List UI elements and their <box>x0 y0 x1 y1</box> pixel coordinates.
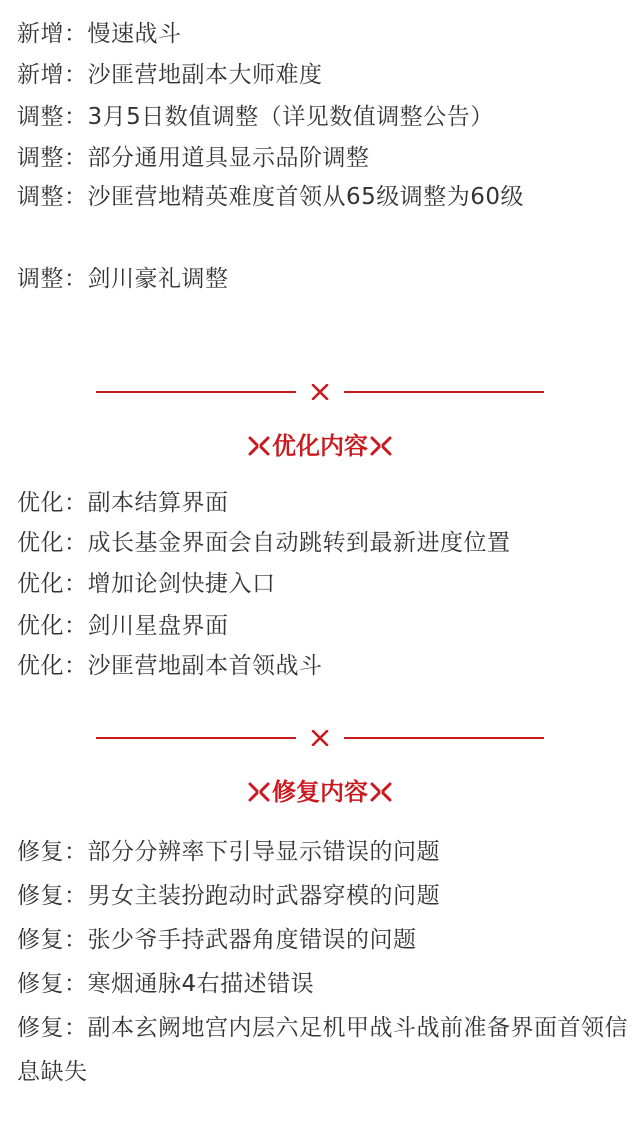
section-divider <box>0 382 640 402</box>
list-item: 新增：沙匪营地副本大师难度 <box>17 62 323 88</box>
section-title-optimize <box>0 431 640 461</box>
list-item: 优化：剑川星盘界面 <box>17 613 229 639</box>
red-cross-ornament-icon <box>370 782 392 802</box>
red-cross-ornament-icon <box>311 384 329 400</box>
list-item: 优化：增加论剑快捷入口 <box>17 571 276 597</box>
list-item: 修复：男女主装扮跑动时武器穿模的问题 <box>17 883 440 909</box>
divider-rule-right <box>344 391 544 393</box>
divider-rule-left <box>96 737 296 739</box>
list-item: 修复：副本玄阙地宫内层六足机甲战斗战前准备界面首领信息缺失 <box>17 1015 628 1085</box>
red-cross-ornament-icon <box>370 436 392 456</box>
list-item: 优化：成长基金界面会自动跳转到最新进度位置 <box>17 530 511 556</box>
section-divider <box>0 728 640 748</box>
red-cross-ornament-icon <box>248 436 270 456</box>
list-item: 新增：慢速战斗 <box>17 21 182 47</box>
red-cross-ornament-icon <box>311 730 329 746</box>
section-title-text: 修复内容 <box>272 778 368 806</box>
section-title-fix <box>0 777 640 807</box>
list-item: 优化：沙匪营地副本首领战斗 <box>17 653 323 679</box>
red-cross-ornament-icon <box>248 782 270 802</box>
list-item: 优化：副本结算界面 <box>17 490 229 516</box>
divider-rule-right <box>344 737 544 739</box>
list-item: 修复：部分分辨率下引导显示错误的问题 <box>17 839 440 865</box>
list-item: 修复：张少爷手持武器角度错误的问题 <box>17 927 417 953</box>
list-item: 修复：寒烟通脉4右描述错误 <box>17 971 315 997</box>
divider-rule-left <box>96 391 296 393</box>
list-item: 调整：剑川豪礼调整 <box>17 266 229 292</box>
section-title-text: 优化内容 <box>272 432 368 460</box>
list-item: 调整：部分通用道具显示品阶调整 <box>17 145 370 171</box>
list-item: 调整：沙匪营地精英难度首领从65级调整为60级 <box>17 184 525 210</box>
list-item: 调整：3月5日数值调整（详见数值调整公告） <box>17 104 494 130</box>
